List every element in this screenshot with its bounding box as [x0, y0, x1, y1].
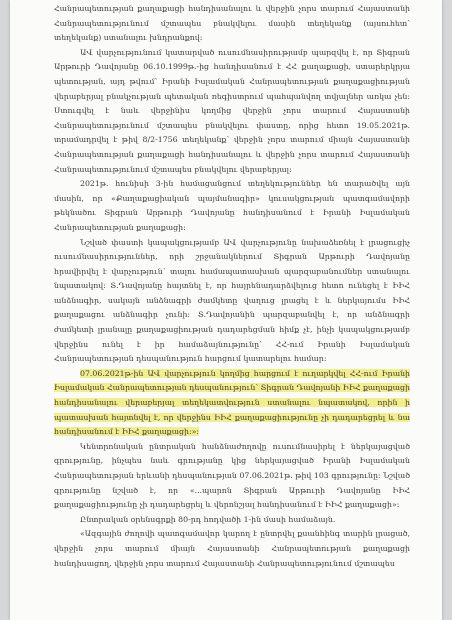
highlighted-text: 07.06.2021թ-ին ԱՎ վարչություն կողմից հարցում է ուղարկվել ՀՀ-ում Իրանի Իսլամական Հանրապետության դեսպանություն՝ Տիգրան Դավոյանի ԻԻՀ քաղաքացի հանդիսանալու վերաբերյալ տեղեկատվություն ստանալու նպատակով, որին ի պատասխան հայտնվել է, որ վերջինս ԻԻՀ քաղաքացիությունը չի դադարեցրել և նա հանդիսանում է ԻԻՀ քաղաքացի:»:: [54, 368, 410, 437]
paragraph-6: Կենտրոնական ընտրական հանձնաժողովը ուսումնասիրել է ներկայացված գրությունը, ինչպես նաև գրությանը կից ներկայացված Իրանի Իսլամական Հանրապետության երևանի դեսպանության 07.06.2021թ. թիվ 103 գրությունը: Նշված գրությունը նշված է, որ «...պարոն Տիգրան Արթուրի Դավոյանը ԻԻՀ քաղաքացիությունը չի դադարեցրել և վերոնշյալ հանդիսանում է ԻԻՀ քաղաքացի»:: [54, 441, 410, 510]
document-text: [54, 2, 410, 571]
paragraph-4: Նշված փաստի կապակցությամբ ԱՎ վարչությունը նախաձեռնել է լրացուցիչ ուսումնասիրություններ, որի շրջանակներում Տիգրան Արթուրի Դավոյանը հրավիրվել է վարչություն՝ տալու համապատասխան պարզաբանումներ ստանալու նպատակով: Տ.Դավոյանը հայտնել է, որ հայրենադարձվելուց հետո ունեցել է ԻԻՀ անձնագիր, սակայն անձնագրի ժամկետը վաղուց լրացել է և ներկայումս ԻԻՀ քաղաքացու անձնագիր չունի: Տ.Դավոյանին պարզաբանվել է, որ անձնագրի ժամկետի լրանալը քաղաքացիության դադարեցման հիմք չէ, ինչի կապակցությամբ վերջինս ունել է իր համաձայնությունը՝ ՀՀ-ում Իրանի Իսլամական Հանրապետության դեսպանություն հարցում կատարելու համար:: [54, 237, 410, 364]
paragraph-2: ԱՎ վարչությունում կատարված ուսումնասիրությամբ պարզվել է, որ Տիգրան Արթուրի Դավոյանը 06.10.1999թ.-ից հանդիսանում է ՀՀ քաղաքացի, ստարերկրյա պետության, այդ թվում՝ Իրանի Իսլամական Հանրապետության քաղաքացիության վերաբերյալ բնակչության պետական ռեգիստրում պահպանվող տվյալներ առկա չեն: Ստուգվել է նաև վերջինիս կողմից վերջին չորս տարում Հայաստանի Հանրապետությունում մշտապես բնակվելու փաստը, որից հետո 19.05.2021թ. տրամադրվել է թիվ 8/2-1756 տեղեկանք՝ վերջին չորս տարում միայն Հայաստանի Հանրապետության քաղաքացի հանդիսանալու և վերջին չորս տարում Հայաստանի Հանրապետությունում մշտապես բնակվելու վերաբերյալ:: [54, 47, 410, 174]
paragraph-3: 2021թ. հունիսի 3-ին համացանցում տեղեկություններ են տարածվել այն մասին, որ «Քաղաքացիական պայմանագիր» կուսակցության պատգամավորի թեկնածու Տիգրան Արթուրի Դավոյանը հանդիսանում է Իրանի Իսլամական Հանրապետության քաղաքացի:: [54, 179, 410, 232]
paragraph-5-highlighted: [54, 367, 410, 440]
document-page: [10, 0, 442, 620]
paragraph-7: Ընտրական օրենսգրքի 80-րդ հոդվածի 1-ին մասի համաձայն.: [80, 514, 336, 524]
paragraph-8: «Ազգային ժողովի պատգամավոր կարող է ընտրվել քսանհինգ տարին լրացած, վերջին չորս տարում միայն Հայաստանի Հանրապետության քաղաքացի հանդիսացող, վերջին չորս տարում Հայաստանի Հանրապետությունում մշտապես: [54, 529, 410, 568]
paragraph-1: Հանրապետության քաղաքացի հանդիսանալու և վերջին չորս տարում Հայաստանի Հանրապետությունում մշտապես բնակվելու մասին տեղեկանք (այսուհետ՝ տեղեկանք) ստանալու խնդրանքով:: [54, 4, 410, 43]
